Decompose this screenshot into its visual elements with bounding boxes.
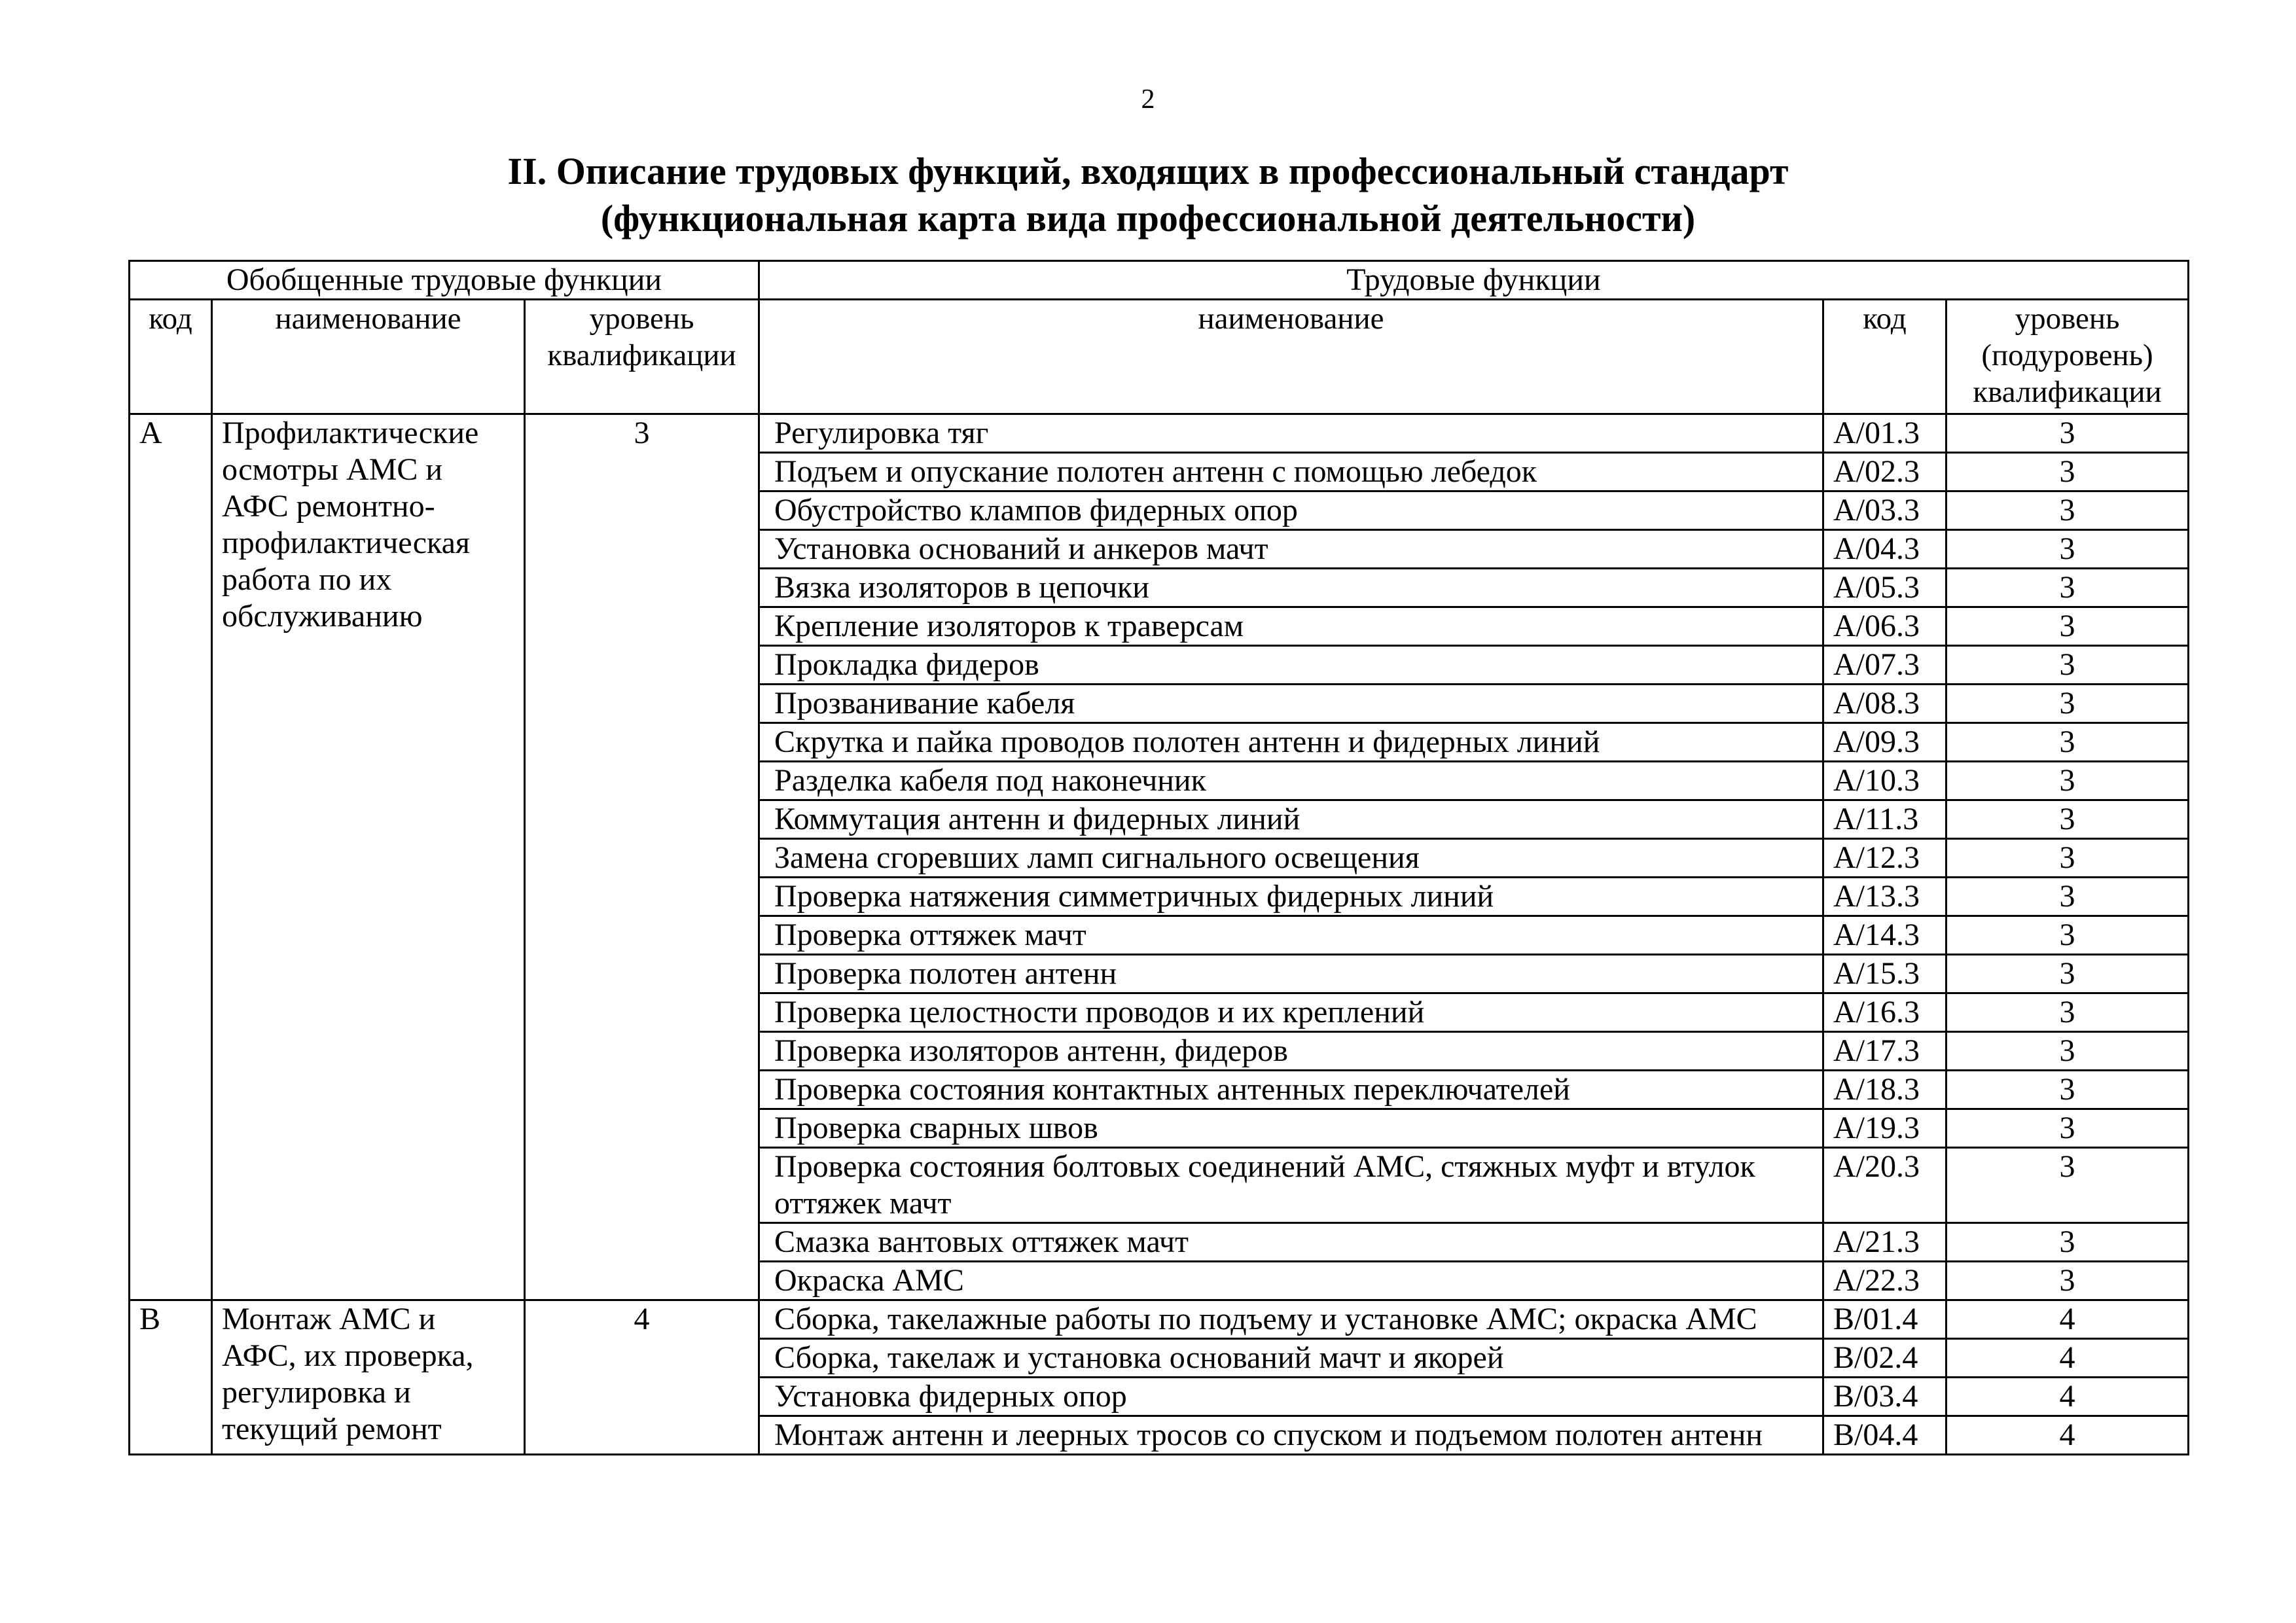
labor-function-name: Проверка оттяжек мачт — [759, 916, 1823, 955]
generalized-function-code: B — [130, 1300, 212, 1455]
labor-function-name: Окраска АМС — [759, 1262, 1823, 1300]
header-function-code: код — [1823, 300, 1946, 414]
labor-function-name: Проверка состояния болтовых соединений АМС, стяжных муфт и втулок оттяжек мачт — [759, 1148, 1823, 1223]
labor-function-name: Монтаж антенн и леерных тросов со спуском и подъемом полотен антенн — [759, 1416, 1823, 1455]
labor-function-name: Установка фидерных опор — [759, 1378, 1823, 1416]
title-line-2: (функциональная карта вида профессиональной деятельности) — [600, 197, 1696, 240]
labor-function-level: 3 — [1946, 1223, 2189, 1262]
labor-function-level: 4 — [1946, 1416, 2189, 1455]
labor-function-name: Проверка изоляторов антенн, фидеров — [759, 1032, 1823, 1071]
labor-function-code: A/22.3 — [1823, 1262, 1946, 1300]
labor-function-level: 3 — [1946, 607, 2189, 646]
labor-function-code: B/01.4 — [1823, 1300, 1946, 1339]
labor-function-code: A/05.3 — [1823, 569, 1946, 607]
labor-function-level: 3 — [1946, 955, 2189, 993]
labor-function-name: Подъем и опускание полотен антенн с помощью лебедок — [759, 453, 1823, 491]
labor-function-name: Крепление изоляторов к траверсам — [759, 607, 1823, 646]
labor-function-name: Обустройство клампов фидерных опор — [759, 491, 1823, 530]
header-name: наименование — [212, 300, 525, 414]
labor-function-name: Проверка состояния контактных антенных переключателей — [759, 1071, 1823, 1109]
labor-function-level: 3 — [1946, 414, 2189, 453]
header-code: код — [130, 300, 212, 414]
generalized-function-level: 4 — [525, 1300, 759, 1455]
header-function-level: уровень (подуровень) квалификации — [1946, 300, 2189, 414]
labor-function-level: 3 — [1946, 1262, 2189, 1300]
labor-function-level: 3 — [1946, 800, 2189, 839]
title-line-1: II. Описание трудовых функций, входящих в профессиональный стандарт — [507, 150, 1789, 192]
labor-function-name: Проверка полотен антенн — [759, 955, 1823, 993]
labor-function-name: Проверка целостности проводов и их креплений — [759, 993, 1823, 1032]
table-row — [130, 1300, 2189, 1339]
generalized-function-level: 3 — [525, 414, 759, 1300]
labor-function-code: A/19.3 — [1823, 1109, 1946, 1148]
labor-function-code: A/08.3 — [1823, 685, 1946, 723]
labor-function-code: A/04.3 — [1823, 530, 1946, 569]
generalized-function-name: Монтаж АМС и АФС, их проверка, регулировка и текущий ремонт — [212, 1300, 525, 1455]
labor-function-code: A/01.3 — [1823, 414, 1946, 453]
labor-function-name: Сборка, такелаж и установка оснований мачт и якорей — [759, 1339, 1823, 1378]
header-row-columns — [130, 300, 2189, 414]
labor-function-code: A/18.3 — [1823, 1071, 1946, 1109]
labor-function-name: Регулировка тяг — [759, 414, 1823, 453]
labor-function-name: Разделка кабеля под наконечник — [759, 762, 1823, 800]
generalized-function-code: A — [130, 414, 212, 1300]
labor-function-name: Прозванивание кабеля — [759, 685, 1823, 723]
labor-function-code: A/11.3 — [1823, 800, 1946, 839]
labor-function-name: Вязка изоляторов в цепочки — [759, 569, 1823, 607]
labor-function-code: A/13.3 — [1823, 878, 1946, 916]
labor-function-code: A/07.3 — [1823, 646, 1946, 685]
labor-function-code: A/02.3 — [1823, 453, 1946, 491]
labor-function-code: A/03.3 — [1823, 491, 1946, 530]
labor-function-level: 3 — [1946, 1109, 2189, 1148]
header-function-name: наименование — [759, 300, 1823, 414]
labor-function-code: B/03.4 — [1823, 1378, 1946, 1416]
labor-function-code: A/20.3 — [1823, 1148, 1946, 1223]
header-qualification-level: уровень квалификации — [525, 300, 759, 414]
labor-function-code: B/02.4 — [1823, 1339, 1946, 1378]
labor-function-level: 3 — [1946, 530, 2189, 569]
labor-function-level: 3 — [1946, 685, 2189, 723]
labor-function-name: Установка оснований и анкеров мачт — [759, 530, 1823, 569]
labor-function-level: 3 — [1946, 569, 2189, 607]
page-number: 2 — [1141, 84, 1155, 115]
labor-function-name: Проверка натяжения симметричных фидерных линий — [759, 878, 1823, 916]
labor-function-code: A/17.3 — [1823, 1032, 1946, 1071]
labor-function-code: A/06.3 — [1823, 607, 1946, 646]
labor-function-level: 3 — [1946, 839, 2189, 878]
labor-function-level: 4 — [1946, 1339, 2189, 1378]
labor-function-level: 3 — [1946, 453, 2189, 491]
labor-function-name: Прокладка фидеров — [759, 646, 1823, 685]
labor-function-name: Замена сгоревших ламп сигнального освещения — [759, 839, 1823, 878]
labor-function-level: 3 — [1946, 1032, 2189, 1071]
table-body — [130, 414, 2189, 1455]
table-row — [130, 414, 2189, 453]
labor-function-code: A/10.3 — [1823, 762, 1946, 800]
page-title — [0, 148, 2296, 242]
labor-function-code: A/12.3 — [1823, 839, 1946, 878]
labor-function-code: A/09.3 — [1823, 723, 1946, 762]
header-row-groups — [130, 261, 2189, 300]
labor-function-name: Скрутка и пайка проводов полотен антенн и фидерных линий — [759, 723, 1823, 762]
functional-map-table — [128, 260, 2189, 1455]
labor-function-name: Смазка вантовых оттяжек мачт — [759, 1223, 1823, 1262]
labor-function-code: A/14.3 — [1823, 916, 1946, 955]
labor-function-level: 3 — [1946, 878, 2189, 916]
labor-function-level: 3 — [1946, 762, 2189, 800]
labor-function-level: 3 — [1946, 723, 2189, 762]
labor-function-code: B/04.4 — [1823, 1416, 1946, 1455]
labor-function-level: 4 — [1946, 1300, 2189, 1339]
labor-function-code: A/15.3 — [1823, 955, 1946, 993]
labor-function-level: 3 — [1946, 491, 2189, 530]
labor-function-code: A/16.3 — [1823, 993, 1946, 1032]
labor-function-name: Сборка, такелажные работы по подъему и установке АМС; окраска АМС — [759, 1300, 1823, 1339]
labor-function-name: Проверка сварных швов — [759, 1109, 1823, 1148]
labor-function-level: 3 — [1946, 993, 2189, 1032]
labor-function-level: 3 — [1946, 1148, 2189, 1223]
header-labor-functions: Трудовые функции — [759, 261, 2189, 300]
labor-function-code: A/21.3 — [1823, 1223, 1946, 1262]
labor-function-level: 4 — [1946, 1378, 2189, 1416]
labor-function-level: 3 — [1946, 916, 2189, 955]
header-generalized-functions: Обобщенные трудовые функции — [130, 261, 759, 300]
labor-function-name: Коммутация антенн и фидерных линий — [759, 800, 1823, 839]
labor-function-level: 3 — [1946, 646, 2189, 685]
generalized-function-name: Профилактические осмотры АМС и АФС ремонтно-профилактическая работа по их обслуживанию — [212, 414, 525, 1300]
labor-function-level: 3 — [1946, 1071, 2189, 1109]
